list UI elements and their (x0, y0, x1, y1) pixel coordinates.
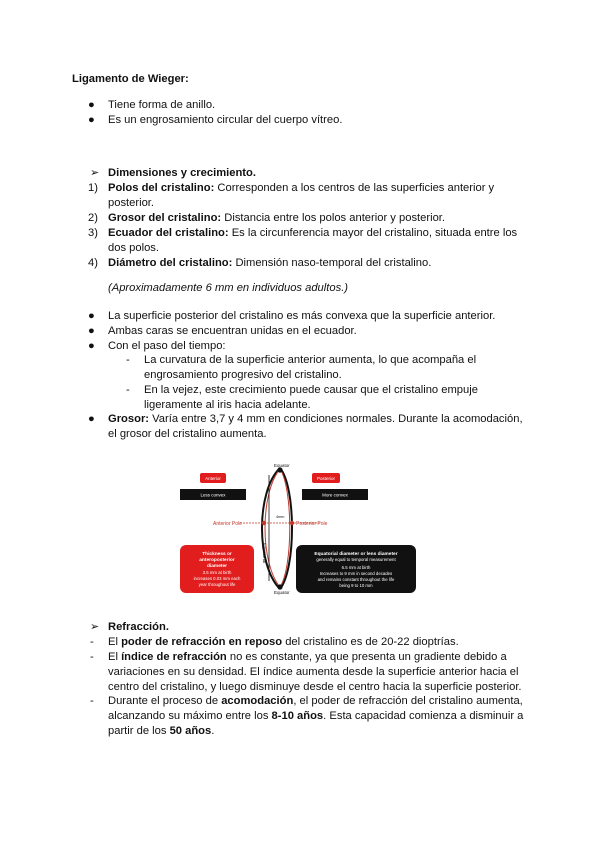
term: acomodación (221, 695, 294, 707)
definition: Corresponden a los centros de las superficies anterior y (214, 182, 495, 194)
list-item (108, 211, 528, 226)
equator-top-label: Equator (274, 463, 290, 468)
bullet-icon: ● (88, 114, 95, 126)
thickness-info-line: 3.5 mm at birth (202, 570, 232, 575)
diameter-info-line: being 9 to 10 mm (339, 583, 373, 588)
term: 8-10 años (271, 710, 324, 722)
diameter-info-line: and remains constant throughout the life (317, 577, 395, 582)
equator-top-point (277, 467, 282, 472)
dash-icon: - (126, 354, 130, 366)
section-title: Ligamento de Wieger: (72, 73, 189, 85)
list-number: 3) (88, 227, 98, 239)
list-item (108, 650, 528, 665)
term: 50 años (169, 725, 212, 737)
term: Diámetro del cristalino: (108, 257, 233, 269)
thickness-info-line: increases 0.03 mm each (193, 576, 241, 581)
text-run: El (108, 651, 122, 663)
sub-list-item: En la vejez, este crecimiento puede causar que el cristalino empuje (144, 384, 478, 396)
diameter-info-line: generally equal to temporal measurement (316, 557, 396, 562)
list-item (108, 635, 528, 650)
list-item: Es un engrosamiento circular del cuerpo vítreo. (108, 114, 343, 126)
list-item: Tiene forma de anillo. (108, 99, 216, 111)
arrow-icon: ➢ (90, 621, 100, 633)
anterior-pole-point (262, 521, 266, 525)
list-number: 1) (88, 182, 98, 194)
list-item (108, 256, 528, 271)
text-run: partir de los (108, 725, 170, 737)
equator-bottom-label: Equator (274, 590, 290, 595)
diameter-info-line: Increases to 9 mm in second decades (319, 571, 393, 576)
text-run: del cristalino es de 20-22 dioptrías. (282, 636, 459, 648)
sub-list-item-continuation: engrosamiento progresivo del cristalino. (144, 369, 342, 381)
diameter-info-line: Equatorial diameter or lens diameter (314, 552, 398, 557)
list-item (108, 226, 528, 241)
list-item-continuation: dos polos. (108, 242, 159, 254)
dash-icon: - (90, 651, 94, 663)
equatorial-axis-label: Equatorial (262, 543, 267, 564)
sub-list-item-continuation: ligeramente al iris hacia adelante. (144, 399, 311, 411)
bullet-icon: ● (88, 340, 95, 352)
subsection-header: Refracción. (108, 621, 169, 633)
list-item-continuation (108, 709, 528, 724)
note: (Aproximadamente 6 mm en individuos adultos.) (108, 282, 349, 294)
list-item (108, 181, 528, 196)
list-item (108, 412, 528, 427)
list-number: 4) (88, 257, 98, 269)
thickness-label: 4mm (276, 515, 285, 519)
posterior-pole-point (290, 521, 294, 525)
bullet-icon: ● (88, 413, 95, 425)
diameter-info-line: 6.5 mm at birth (341, 565, 371, 570)
list-item-continuation: variaciones en su densidad. El índice aumenta desde la superficie anterior hacia el (108, 666, 519, 678)
term: Ecuador del cristalino: (108, 227, 229, 239)
lens-diagram (178, 463, 418, 595)
less-convex-label: Less convex (200, 492, 226, 498)
text-run: El (108, 636, 122, 648)
list-number: 2) (88, 212, 98, 224)
arrow-icon: ➢ (90, 167, 100, 179)
anterior-badge-label: Anterior (205, 476, 221, 481)
anterior-pole-label: Anterior Pole (213, 521, 242, 527)
definition: Distancia entre los polos anterior y posterior. (221, 212, 446, 224)
sub-list-item: La curvatura de la superficie anterior aumenta, lo que acompaña el (144, 354, 477, 366)
list-item: Ambas caras se encuentran unidas en el ecuador. (108, 325, 357, 337)
term: Grosor del cristalino: (108, 212, 222, 224)
dash-icon: - (90, 695, 94, 707)
text-run: no es constante, ya que presenta un gradiente debido a (226, 651, 507, 663)
term: índice de refracción (121, 651, 227, 663)
thickness-info-line: year throughout life (198, 582, 236, 587)
definition: Dimensión naso-temporal del cristalino. (232, 257, 432, 269)
list-item-continuation: posterior. (108, 197, 155, 209)
text-run: . (211, 725, 215, 737)
text-run: alcanzando su máximo entre los (108, 710, 272, 722)
list-item: La superficie posterior del cristalino es más convexa que la superficie anterior. (108, 310, 496, 322)
thickness-info-line: diameter (207, 564, 227, 569)
term: Grosor: (108, 413, 150, 425)
definition: Varía entre 3,7 y 4 mm en condiciones normales. Durante la acomodación, (149, 413, 523, 425)
text-run: Durante el proceso de (108, 695, 222, 707)
term: Polos del cristalino: (108, 182, 215, 194)
text-run: . Esta capacidad comienza a disminuir a (323, 710, 524, 722)
list-item-continuation: el grosor del cristalino aumenta. (108, 428, 267, 440)
bullet-icon: ● (88, 99, 95, 111)
posterior-badge-label: Posterior (316, 476, 336, 481)
dash-icon: - (126, 384, 130, 396)
list-item-continuation (108, 724, 528, 739)
list-item: Con el paso del tiempo: (108, 340, 226, 352)
equator-bottom-point (277, 584, 282, 589)
bullet-icon: ● (88, 325, 95, 337)
bullet-icon: ● (88, 310, 95, 322)
thickness-info-line: anteroposterior (199, 558, 235, 563)
subsection-header: Dimensiones y crecimiento. (108, 167, 256, 179)
posterior-pole-label: Posterior Pole (296, 521, 328, 527)
definition: Es la circunferencia mayor del cristalino, situada entre los (228, 227, 518, 239)
list-item-continuation: centro del cristalino, y luego disminuye desde el centro hacia la superficie posterior. (108, 681, 522, 693)
text-run: , el poder de refracción del cristalino aumenta, (293, 695, 523, 707)
lens-anterior-inner (265, 469, 280, 587)
more-convex-label: More convex (322, 492, 348, 498)
list-item (108, 694, 528, 709)
term: poder de refracción en reposo (121, 636, 283, 648)
thickness-info-line: Thickness or (202, 552, 232, 557)
dash-icon: - (90, 636, 94, 648)
